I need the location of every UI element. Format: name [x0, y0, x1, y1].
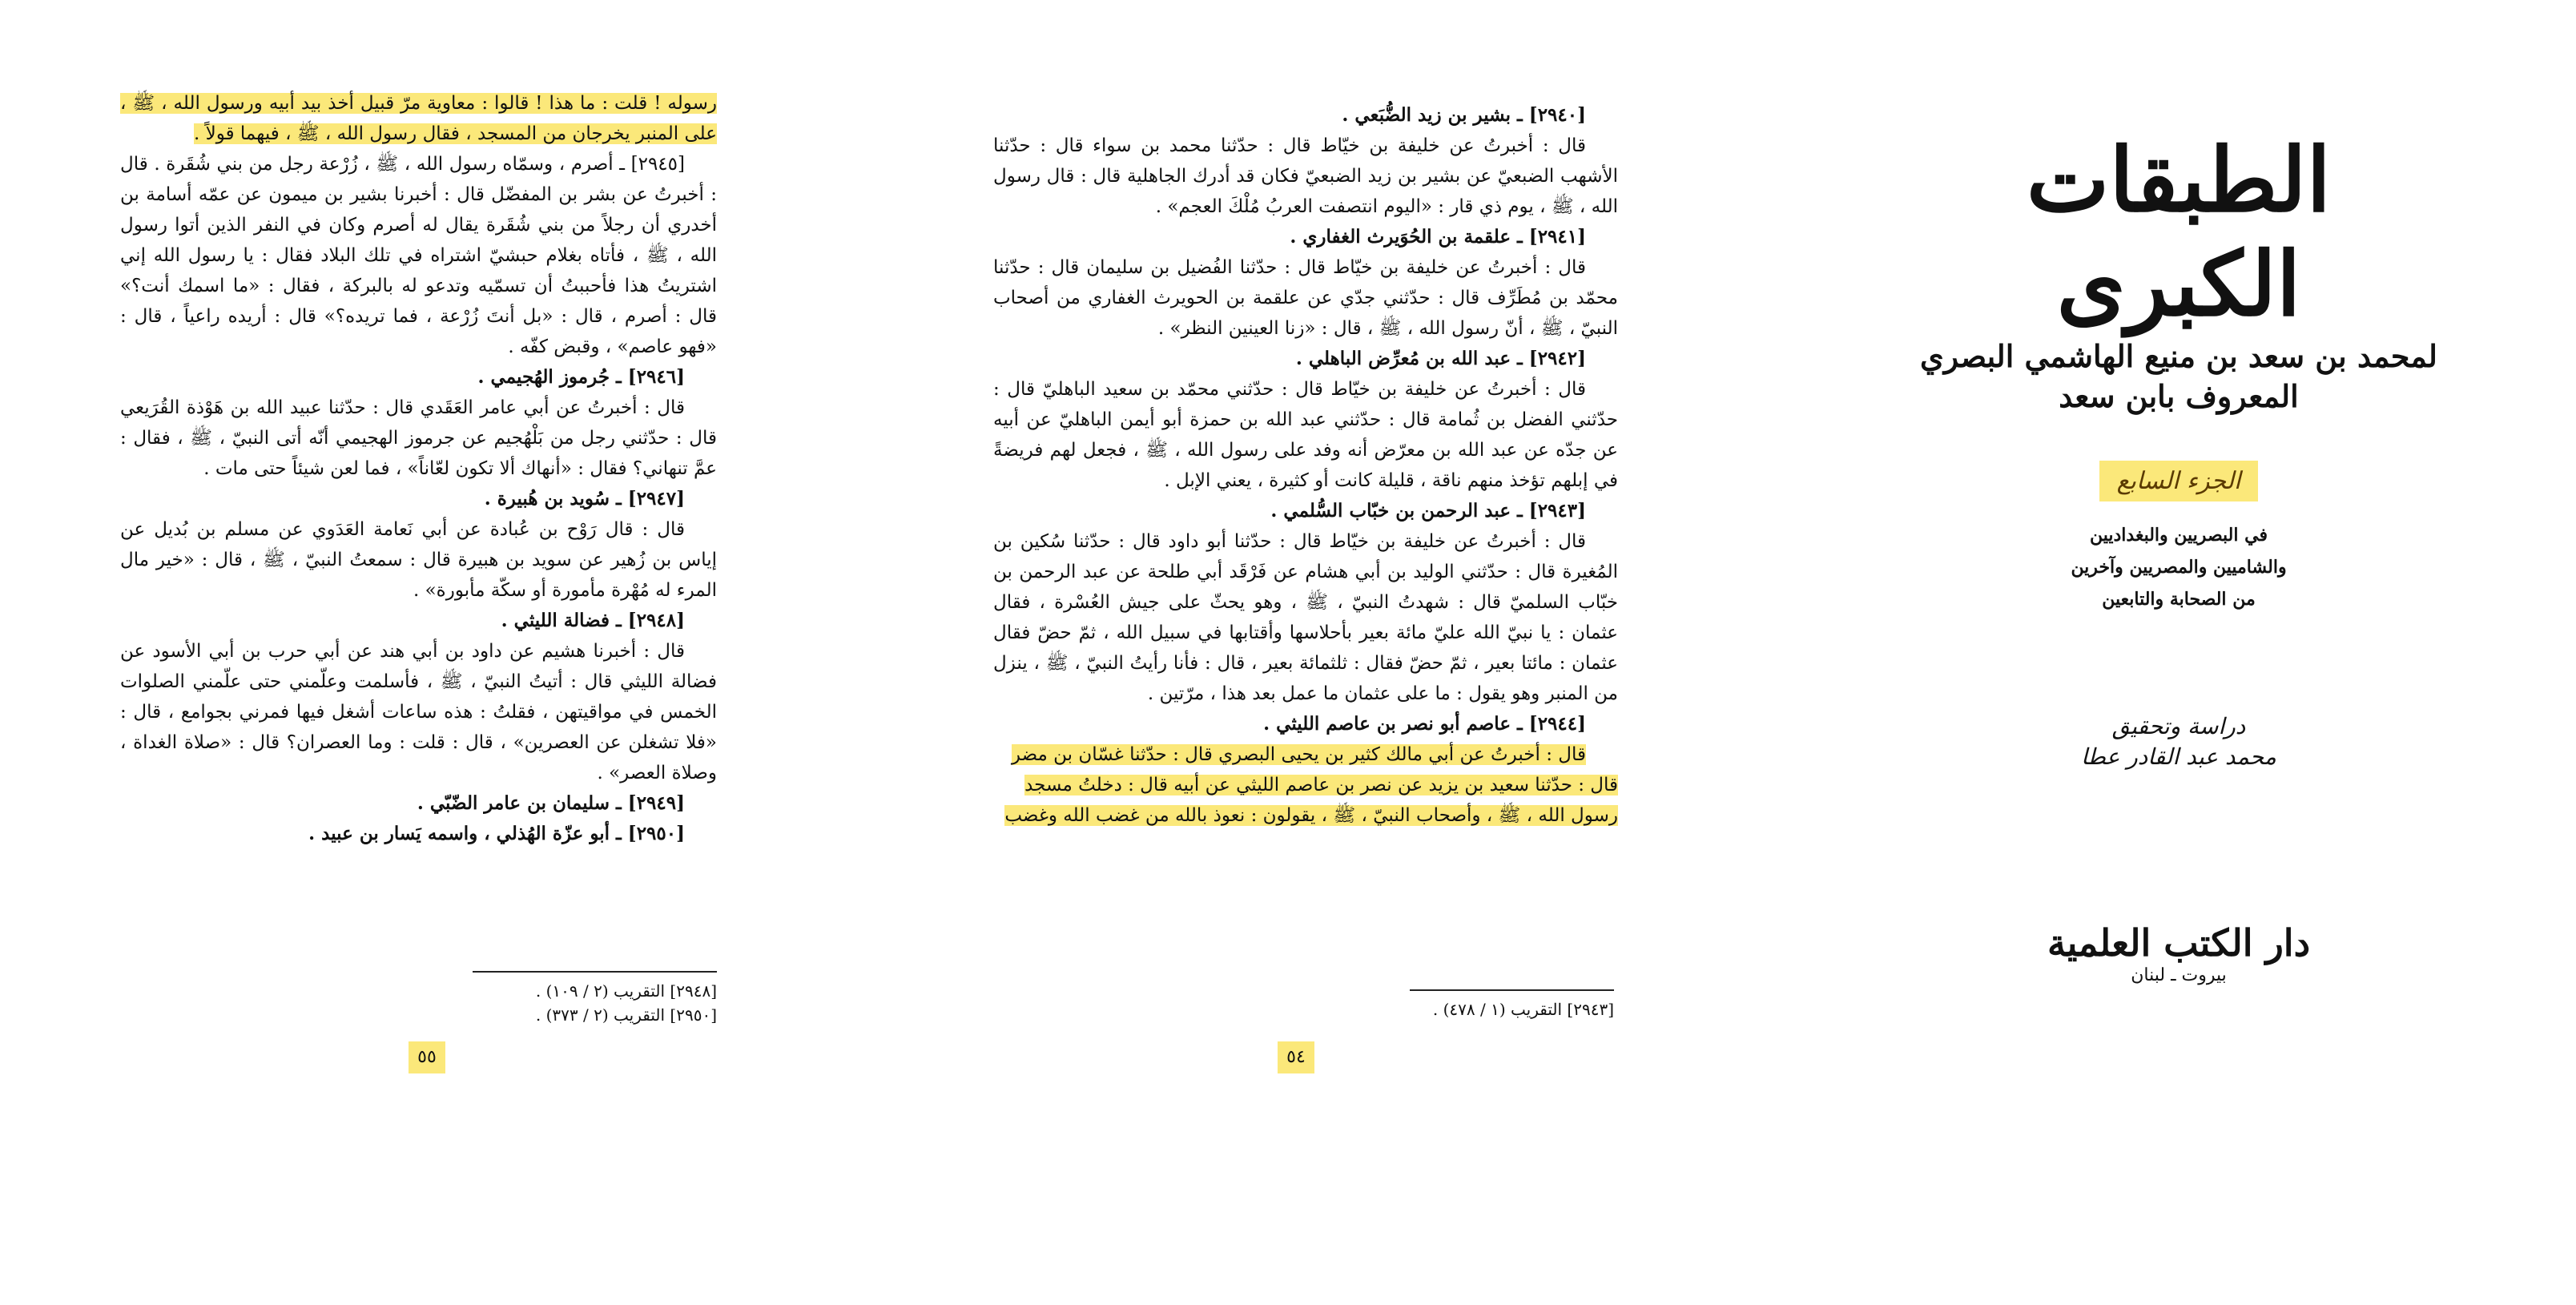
highlighted-text: رسوله ! قلت : ما هذا ! قالوا : معاوية مرّ قبيل أخذ بيد أبيه ورسول الله ، ﷺ ، على المنبر يخرجان من المسجد ، فقال رسول الله ، ﷺ ، فيهما قولاً . — [120, 93, 717, 144]
page-55-footnotes — [473, 971, 717, 1027]
editor-name: محمد عبد القادر عطا — [2081, 743, 2276, 770]
page-55-number: ٥٥ — [409, 1041, 445, 1073]
footnote: [٢٩٤٣] التقريب (١ / ٤٧٨) . — [1432, 1000, 1614, 1019]
publisher-logo: دار الكتب العلمية — [2047, 921, 2311, 965]
paragraph: [٢٩٤٥] ـ أصرم ، وسمّاه رسول الله ، ﷺ ، زُرْعة رجل من بني شُقَرة . قال : أخبرتُ عن بشر بن المفضّل قال : أخبرنا بشير بن ميمون عن عمّه أسامة بن أخدري أن رجلاً من بني شُقَرة يقال له أصرم وكان في النفر الذين أتوا رسول الله ، ﷺ ، فأتاه بغلام حبشيّ اشتراه في تلك البلاد فقال : يا رسول الله إني اشتريتُ هذا فأحببتُ أن تسمّيه وتدعو له بالبركة ، فقال : «ما اسمك أنت؟» قال : أصرم ، قال : «بل أنتَ زُرْعة ، فما تريده؟» قال : أريده راعياً ، قال : «فهو عاصم» ، وقبض كفّه . — [120, 154, 717, 357]
entry-heading: [٢٩٤٣] ـ عبد الرحمن بن خبّاب السُّلمي . — [1270, 500, 1586, 522]
publisher-place: بيروت ـ لبنان — [2131, 965, 2227, 985]
paragraph: قال : أخبرتُ عن أبي عامر العَقَدي قال : حدّثنا عبيد الله بن هَوْذة القُرَيعي قال : حدّثني رجل من بَلْهُجيم عن جرموز الهجيمي أنّه أتى النبيّ ، ﷺ ، فقال : عمَّ تنهاني؟ فقال : «أنهاك ألا تكون لعّاناً» ، فما لعن شيئاً حتى مات . — [120, 397, 717, 479]
subtitle-line-1: في البصريين والبغداديين — [2089, 525, 2268, 546]
volume-label: الجزء السابع — [2099, 461, 2259, 501]
paragraph: قال : أخبرتُ عن خليفة بن خيّاط قال : حدّثنا الفُضيل بن سليمان قال : حدّثنا محمّد بن مُطَرِّف قال : حدّثني جدّي عن علقمة بن الحويرث الغفاري من أصحاب النبيّ ، ﷺ ، أنّ رسول الله ، ﷺ ، قال : «زنا العينين النظر» . — [993, 257, 1618, 339]
entry-heading: [٢٩٥٠] ـ أبو عزّة الهُذلي ، واسمه يَسار بن عبيد . — [308, 823, 685, 844]
paragraph: قال : أخبرتُ عن خليفة بن خيّاط قال : حدّثنا محمد بن سواء قال : حدّثنا الأشهب الضبعيّ عن بشير بن زيد الضبعيّ فكان قد أدرك الجاهلية قال : قال رسول الله ، ﷺ ، يوم ذي قار : «اليوم انتصفت العربُ مُلْكَ العجم» . — [993, 135, 1618, 217]
paragraph — [993, 800, 1618, 831]
highlighted-text: رسول الله ، ﷺ ، وأصحاب النبيّ ، ﷺ ، يقولون : نعوذ بالله من غضب الله وغضب — [1004, 805, 1618, 826]
entry-heading: [٢٩٤٠] ـ بشير بن زيد الضُّبَعي . — [1342, 104, 1586, 126]
entry-heading: [٢٩٤٩] ـ سليمان بن عامر الضّبّي . — [417, 792, 685, 814]
author-known-as: المعروف بابن سعد — [2059, 378, 2299, 414]
footnote: [٢٩٤٨] التقريب (٢ / ١٠٩) . — [535, 981, 717, 1001]
entry-heading: [٢٩٤١] ـ علقمة بن الحُوَيرث الغفاري . — [1290, 226, 1586, 248]
highlighted-text: قال : أخبرتُ عن أبي مالك كثير بن يحيى البصري قال : حدّثنا غسّان بن مضر — [1011, 744, 1586, 765]
author-line: لمحمد بن سعد بن منيع الهاشمي البصري — [1920, 338, 2437, 374]
paragraph — [993, 739, 1618, 770]
book-title: الطبقات الكبرى — [2026, 128, 2332, 336]
subtitle-line-2: والشاميين والمصريين وآخرين — [2071, 557, 2287, 578]
subtitle-line-3: من الصحابة والتابعين — [2102, 589, 2256, 610]
entry-heading: [٢٩٤٧] ـ سُويد بن هُبيرة . — [484, 488, 685, 510]
paragraph: قال : أخبرتُ عن خليفة بن خيّاط قال : حدّثنا أبو داود قال : حدّثنا سُكين بن المُغيرة قال : حدّثني الوليد بن أبي هشام عن فَرْقَد أبي طلحة عن عبد الرحمن بن خبّاب السلميّ قال : شهدتُ النبيّ ، ﷺ ، وهو يحثّ على جيش العُسْرة ، فقال عثمان : يا نبيّ الله عليّ مائة بعير بأحلاسها وأقتابها في سبيل الله ، ثمّ حضّ فقال عثمان : مائتا بعير ، ثمّ حضّ فقال : ثلثمائة بعير ، قال : فأنا رأيتُ النبيّ ، ﷺ ، ينزل من المنبر وهو يقول : ما على عثمان ما عمل بعد هذا ، مرّتين . — [993, 531, 1618, 704]
page-55 — [120, 88, 717, 1265]
footnote: [٢٩٥٠] التقريب (٢ / ٣٧٣) . — [535, 1005, 717, 1025]
entry-heading: [٢٩٤٨] ـ فضالة الليثي . — [501, 610, 685, 631]
entry-heading: [٢٩٤٢] ـ عبد الله بن مُعرِّض الباهلي . — [1295, 348, 1586, 369]
page-54-body — [993, 100, 1618, 831]
study-label: دراسة وتحقيق — [2111, 713, 2246, 739]
paragraph — [993, 770, 1618, 800]
highlighted-text: قال : حدّثنا سعيد بن يزيد عن نصر بن عاصم الليثي عن أبيه قال : دخلتُ مسجد — [1024, 775, 1618, 795]
paragraph — [120, 88, 717, 149]
page-55-body — [120, 88, 717, 849]
entry-heading: [٢٩٤٤] ـ عاصم أبو نصر بن عاصم الليثي . — [1263, 713, 1586, 735]
page-54 — [993, 100, 1618, 1277]
paragraph: قال : أخبرتُ عن خليفة بن خيّاط قال : حدّثني محمّد بن سعيد الباهليّ قال : حدّثني الفضل بن ثُمامة قال : حدّثني عبد الله بن حمزة أبو أيمن الباهليّ عن أبيه عن جدّه عن عبد الله بن معرّض أنه وفد على رسول الله ، ﷺ ، فجعل لهم فريضةً في إبلهم تؤخذ منهم ناقة ، قليلة كانت أو كثيرة ، يعني الإبل . — [993, 379, 1618, 491]
cover-page — [1914, 128, 2443, 1305]
paragraph: قال : قال رَوْح بن عُبادة عن أبي نَعامة العَدَوي عن مسلم بن بُديل عن إياس بن زُهير عن سويد بن هبيرة قال : سمعتُ النبيّ ، ﷺ ، قال : «خير مال المرء له مُهْرة مأمورة أو سكّة مأبورة» . — [120, 519, 717, 601]
page-54-number: ٥٤ — [1278, 1041, 1314, 1073]
entry-heading: [٢٩٤٦] ـ جُرموز الهُجيمي . — [477, 366, 685, 388]
page-54-footnotes — [1410, 989, 1614, 1021]
paragraph: قال : أخبرنا هشيم عن داود بن أبي هند عن أبي حرب بن أبي الأسود عن فضالة الليثي قال : أتيتُ النبيّ ، ﷺ ، فأسلمت وعلّمني حتى علّمني الصلوات الخمس في مواقيتهن ، فقلتُ : هذه ساعات أشغل فيها فمرني بجوامع ، قال : «فلا تشغلن عن العصرين» ، قال : قلت : وما العصران؟ قال : «صلاة الغداة ، وصلاة العصر» . — [120, 641, 717, 783]
